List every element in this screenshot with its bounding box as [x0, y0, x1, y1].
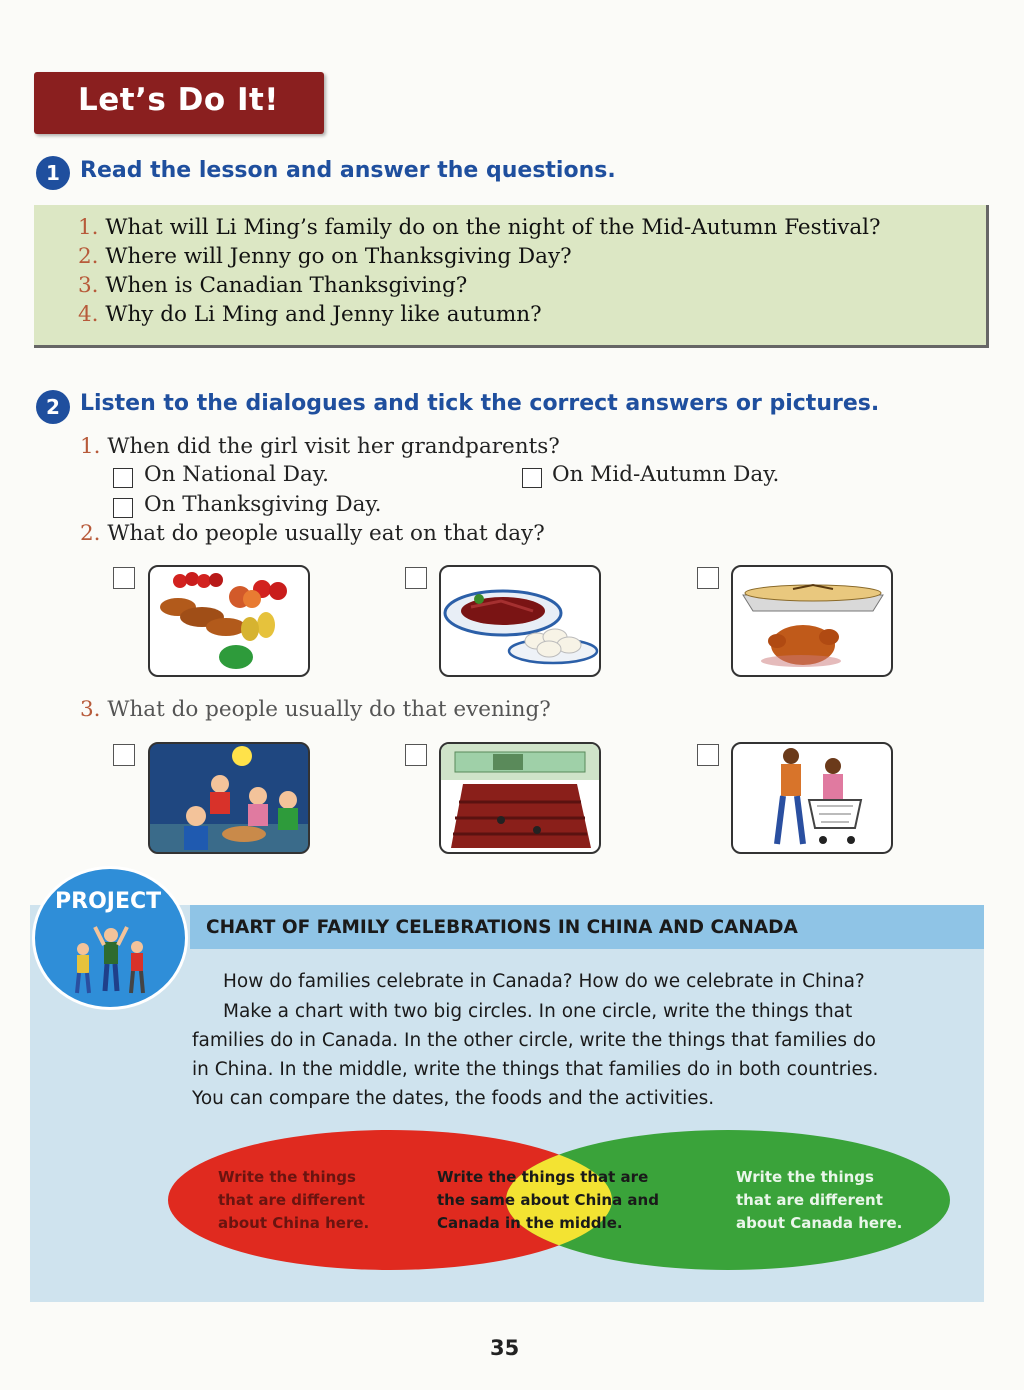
- dumplings-meat-picture[interactable]: [439, 565, 601, 677]
- section-1-number: 1: [36, 156, 70, 190]
- question-2: 2. Where will Jenny go on Thanksgiving Day?: [78, 244, 572, 269]
- section-2-heading: Listen to the dialogues and tick the correct answers or pictures.: [80, 391, 880, 416]
- listen-question-3: 3. What do people usually do that evening?: [80, 697, 551, 722]
- food-option-3-checkbox[interactable]: [697, 567, 719, 589]
- activity-option-2-checkbox[interactable]: [405, 744, 427, 766]
- venn-middle-text: Write the things that are the same about China and Canada in the middle.: [437, 1168, 659, 1232]
- question-1: 1. What will Li Ming’s family do on the night of the Mid-Autumn Festival?: [78, 215, 881, 240]
- project-title-bar: [190, 905, 984, 949]
- project-text-line-3: families do in Canada. In the other circle, write the things that families do: [192, 1030, 876, 1051]
- page-number: 35: [490, 1336, 520, 1360]
- option-national-day-label: On National Day.: [144, 462, 329, 487]
- pie-turkey-picture[interactable]: [731, 565, 893, 677]
- activity-option-3-checkbox[interactable]: [697, 744, 719, 766]
- project-text-line-4: in China. In the middle, write the things that families do in both countries.: [192, 1059, 879, 1080]
- listen-question-1: 1. When did the girl visit her grandparents?: [80, 434, 560, 459]
- banner-title: Let’s Do It!: [78, 82, 279, 118]
- food-option-1-checkbox[interactable]: [113, 567, 135, 589]
- project-text-line-2: Make a chart with two big circles. In one circle, write the things that: [223, 1001, 853, 1022]
- lets-do-it-banner: [34, 72, 324, 134]
- listen-question-2: 2. What do people usually eat on that day?: [80, 521, 545, 546]
- mooncakes-fruit-picture[interactable]: [148, 565, 310, 677]
- option-thanksgiving-day-label: On Thanksgiving Day.: [144, 492, 382, 517]
- dinner-table-picture[interactable]: [439, 742, 601, 854]
- activity-option-1-checkbox[interactable]: [113, 744, 135, 766]
- question-4: 4. Why do Li Ming and Jenny like autumn?: [78, 302, 542, 327]
- section-1-heading: Read the lesson and answer the questions.: [80, 158, 616, 183]
- kids-cheering-icon: [69, 921, 153, 999]
- project-label: PROJECT: [55, 889, 162, 914]
- project-badge: [32, 866, 188, 1010]
- option-mid-autumn-day-checkbox[interactable]: [522, 468, 542, 488]
- project-title: CHART OF FAMILY CELEBRATIONS IN CHINA AND CANADA: [206, 917, 798, 938]
- project-text-line-5: You can compare the dates, the foods and the activities.: [192, 1088, 715, 1109]
- option-thanksgiving-day-checkbox[interactable]: [113, 498, 133, 518]
- section-2-number: 2: [36, 390, 70, 424]
- venn-right-text: Write the things that are different about Canada here.: [736, 1168, 903, 1232]
- shopping-picture[interactable]: [731, 742, 893, 854]
- food-option-2-checkbox[interactable]: [405, 567, 427, 589]
- question-3: 3. When is Canadian Thanksgiving?: [78, 273, 468, 298]
- venn-left-text: Write the things that are different about China here.: [218, 1168, 370, 1232]
- option-mid-autumn-day-label: On Mid-Autumn Day.: [552, 462, 780, 487]
- project-text-line-1: How do families celebrate in Canada? How do we celebrate in China?: [223, 971, 865, 992]
- option-national-day-checkbox[interactable]: [113, 468, 133, 488]
- moon-watching-picture[interactable]: [148, 742, 310, 854]
